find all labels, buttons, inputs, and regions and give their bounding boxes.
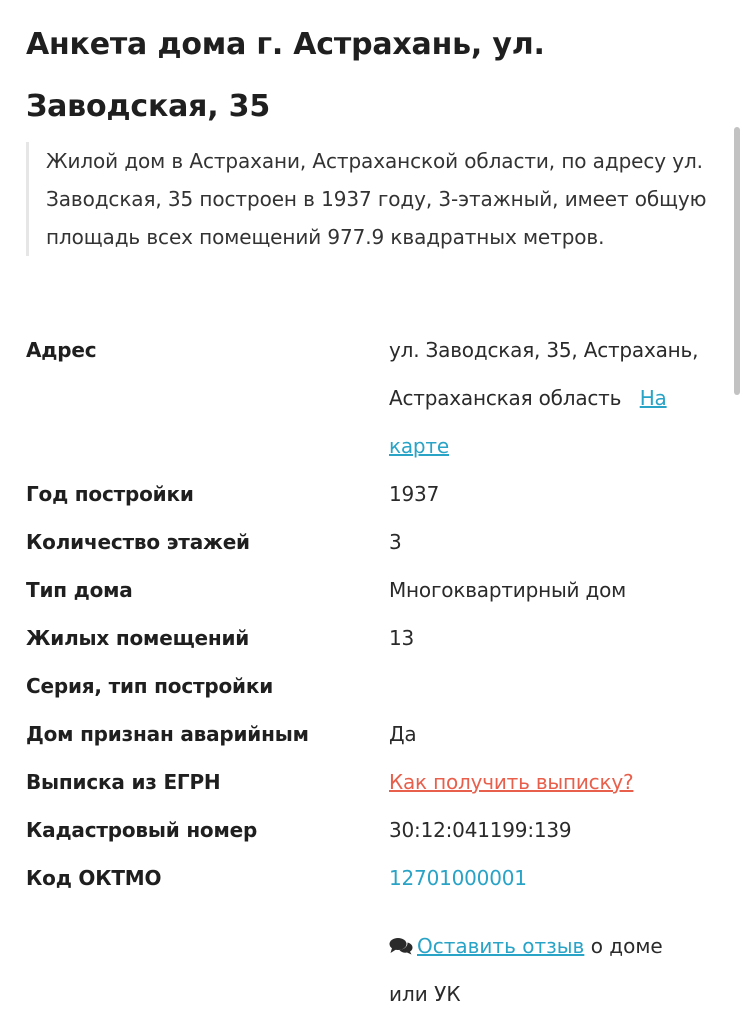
scrollbar[interactable] [734,127,740,395]
page-title: Анкета дома г. Астрахань, ул. Заводская, 35 [26,27,545,124]
emergency-label: Дом признан аварийным [26,722,309,746]
house-description: Жилой дом в Астрахани, Астраханской области, по адресу ул. Заводская, 35 построен в 1937 году, 3-этажный, имеет общую площадь всех помещений 977.9 квадратных метров. [26,142,716,256]
review-suffix: о доме или УК [389,934,663,1006]
row-oktmo [26,854,716,902]
cadastral-value: 30:12:041199:139 [389,818,572,842]
comments-icon [389,937,413,955]
egrn-value [389,758,716,806]
row-year-built [26,470,716,518]
address-label: Адрес [26,338,97,362]
oktmo-value [389,854,716,902]
year-built-value: 1937 [389,482,440,506]
address-text: ул. Заводская, 35, Астрахань, Астраханская область [389,338,699,410]
floors-value: 3 [389,530,402,554]
emergency-value: Да [389,722,417,746]
house-details-table [26,326,716,902]
residential-units-label: Жилых помещений [26,626,250,650]
series-value [389,662,716,710]
map-link[interactable]: На карте [389,386,667,458]
series-label: Серия, тип постройки [26,674,274,698]
row-series [26,662,716,710]
review-block [389,922,689,1018]
house-profile [26,0,716,890]
row-floors [26,518,716,566]
house-type-label: Тип дома [26,578,133,602]
cadastral-label: Кадастровый номер [26,818,258,842]
row-emergency [26,710,716,758]
row-address [26,326,716,470]
egrn-link[interactable]: Как получить выписку? [389,770,634,794]
row-house-type [26,566,716,614]
oktmo-link[interactable]: 12701000001 [389,866,527,890]
address-value [389,326,716,470]
row-egrn [26,758,716,806]
leave-review-link[interactable]: Оставить отзыв [417,934,585,958]
row-residential-units [26,614,716,662]
residential-units-value: 13 [389,626,415,650]
row-cadastral [26,806,716,854]
egrn-label: Выписка из ЕГРН [26,770,221,794]
house-type-value: Многоквартирный дом [389,578,627,602]
oktmo-label: Код ОКТМО [26,866,162,890]
floors-label: Количество этажей [26,530,250,554]
year-built-label: Год постройки [26,482,194,506]
